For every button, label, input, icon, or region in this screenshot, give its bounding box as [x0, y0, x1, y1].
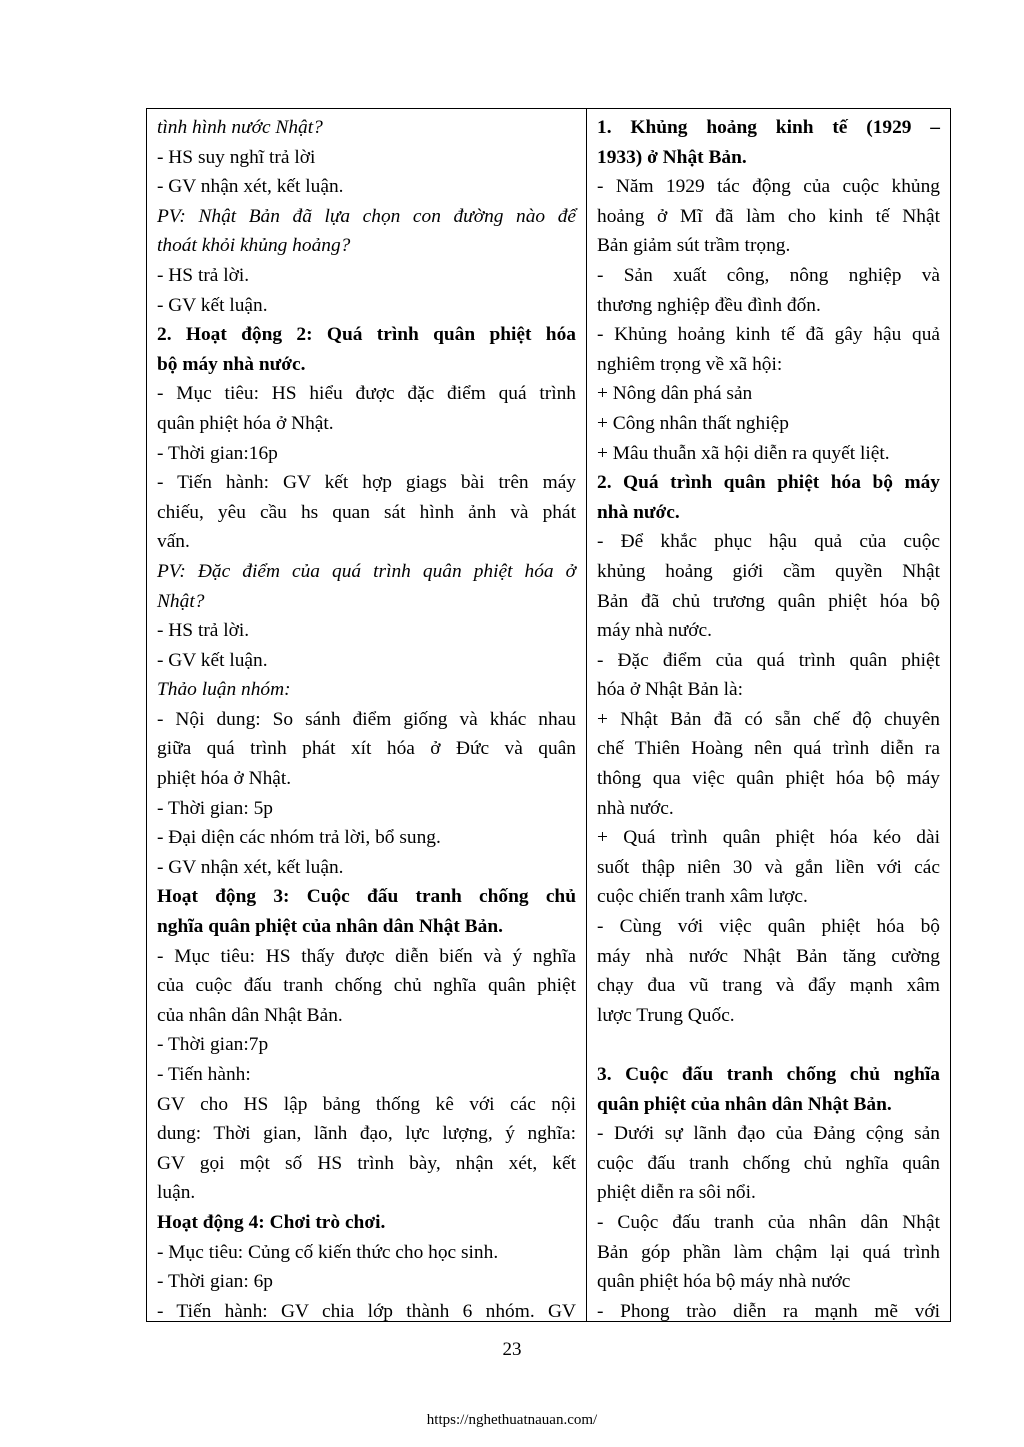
text-line: của cuộc đấu tranh chống chủ nghĩa quân phiệt — [157, 975, 576, 997]
text-line: phiệt diễn ra sôi nổi. — [597, 1182, 756, 1204]
text-line: quân phiệt hóa bộ máy nhà nước — [597, 1271, 851, 1293]
lesson-table — [146, 108, 951, 1322]
text-line: Nhật? — [157, 590, 205, 612]
text-line: quân phiệt của nhân dân Nhật Bản. — [597, 1093, 892, 1115]
text-line: thương nghiệp đều đình đốn. — [597, 294, 821, 316]
text-line: - Mục tiêu: HS thấy được diễn biến và ý nghĩa — [157, 945, 576, 967]
text-line: - Nội dung: So sánh điểm giống và khác nhau — [157, 708, 576, 730]
text-line: Hoạt động 4: Chơi trò chơi. — [157, 1211, 386, 1233]
text-line: - Cùng với việc quân phiệt hóa bộ — [597, 916, 940, 938]
text-line: luận. — [157, 1182, 196, 1204]
text-line: suốt thập niên 30 và gắn liền với các — [597, 856, 940, 878]
text-line: PV: Nhật Bản đã lựa chọn con đường nào để — [157, 205, 576, 227]
page-number: 23 — [502, 1339, 522, 1360]
text-line: - GV kết luận. — [157, 649, 268, 671]
text-line: bộ máy nhà nước. — [157, 353, 306, 375]
text-line: 1933) ở Nhật Bản. — [597, 146, 747, 168]
text-line: tình hình nước Nhật? — [157, 117, 323, 138]
text-line: chế Thiên Hoàng nên quá trình diễn ra — [597, 738, 940, 760]
text-line: máy nhà nước. — [597, 620, 712, 642]
text-line: hóa ở Nhật Bản là: — [597, 679, 743, 701]
text-line: - Dưới sự lãnh đạo của Đảng cộng sản — [597, 1123, 940, 1145]
text-line: quân phiệt hóa ở Nhật. — [157, 412, 334, 434]
text-line: GV gọi một số HS trình bày, nhận xét, kết — [157, 1152, 576, 1174]
text-line: giữa quá trình phát xít hóa ở Đức và quân — [157, 738, 576, 760]
text-line: 2. Quá trình quân phiệt hóa bộ máy — [597, 472, 940, 494]
text-line: - Thời gian:7p — [157, 1034, 269, 1056]
text-line: - Tiến hành: GV chia lớp thành 6 nhóm. GV — [157, 1300, 576, 1321]
content-column — [587, 109, 950, 1321]
text-line: Bản giảm sút trầm trọng. — [597, 235, 791, 257]
text-line — [597, 1030, 940, 1060]
text-line: Thảo luận nhóm: — [157, 679, 291, 701]
text-line: vấn. — [157, 531, 190, 553]
text-line: - Để khắc phục hậu quả của cuộc — [597, 531, 940, 553]
text-line: 3. Cuộc đấu tranh chống chủ nghĩa — [597, 1064, 940, 1085]
text-line: - GV kết luận. — [157, 294, 268, 316]
text-line: chiếu, yêu cầu hs quan sát hình ảnh và phát — [157, 501, 576, 523]
text-line: Bản đã chủ trương quân phiệt hóa bộ — [597, 590, 940, 612]
text-line: + Quá trình quân phiệt hóa kéo dài — [597, 827, 940, 849]
text-line: thông qua việc quân phiệt hóa bộ máy — [597, 768, 940, 790]
text-line: lược Trung Quốc. — [597, 1004, 735, 1026]
text-line: khủng hoảng giới cầm quyền Nhật — [597, 560, 940, 582]
text-line: - GV nhận xét, kết luận. — [157, 856, 344, 878]
text-line: hoảng ở Mĩ đã làm cho kinh tế Nhật — [597, 205, 940, 227]
text-line: dung: Thời gian, lãnh đạo, lực lượng, ý nghĩa: — [157, 1123, 576, 1145]
footer-url: https://nghethuatnauan.com/ — [426, 1412, 598, 1428]
text-line: thoát khỏi khủng hoảng? — [157, 235, 351, 257]
text-line: nhà nước. — [597, 797, 674, 819]
text-line: Hoạt động 3: Cuộc đấu tranh chống chủ — [157, 886, 576, 908]
text-line: - HS trả lời. — [157, 264, 250, 286]
text-line: nghĩa quân phiệt của nhân dân Nhật Bản. — [157, 916, 503, 938]
text-line: cuộc đấu tranh chống chủ nghĩa quân — [597, 1152, 940, 1174]
text-line: + Mâu thuẫn xã hội diễn ra quyết liệt. — [597, 442, 890, 464]
text-line: 2. Hoạt động 2: Quá trình quân phiệt hóa — [157, 324, 576, 346]
text-line: - Mục tiêu: Củng cố kiến thức cho học sinh. — [157, 1241, 499, 1263]
text-line: - GV nhận xét, kết luận. — [157, 176, 344, 198]
teacher-activities-column — [147, 109, 587, 1321]
text-line: của nhân dân Nhật Bản. — [157, 1004, 343, 1026]
text-line: cuộc chiến tranh xâm lược. — [597, 886, 808, 908]
text-line: máy nhà nước Nhật Bản tăng cường — [597, 945, 940, 967]
text-line: - Thời gian: 5p — [157, 797, 273, 819]
text-line: Bản góp phần làm chậm lại quá trình — [597, 1241, 940, 1263]
text-line: nhà nước. — [597, 501, 680, 523]
text-line: - Thời gian:16p — [157, 442, 278, 464]
text-line: - Thời gian: 6p — [157, 1271, 273, 1293]
text-line: - Đại diện các nhóm trả lời, bổ sung. — [157, 827, 441, 849]
text-line: - Phong trào diễn ra mạnh mẽ với — [597, 1300, 940, 1321]
text-line: - Khủng hoảng kinh tế đã gây hậu quả — [597, 324, 940, 346]
text-line: - HS suy nghĩ trả lời — [157, 146, 316, 168]
text-line: - Cuộc đấu tranh của nhân dân Nhật — [597, 1211, 940, 1233]
text-line: nghiêm trọng về xã hội: — [597, 353, 783, 375]
text-line: chạy đua vũ trang và đẩy mạnh xâm — [597, 975, 940, 997]
text-line: - Mục tiêu: HS hiểu được đặc điểm quá trình — [157, 383, 576, 405]
text-line: 1. Khủng hoảng kinh tế (1929 – — [597, 117, 940, 138]
text-line: - Năm 1929 tác động của cuộc khủng — [597, 176, 940, 198]
text-line: + Công nhân thất nghiệp — [597, 412, 789, 434]
text-line: + Nhật Bản đã có sẵn chế độ chuyên — [597, 708, 940, 730]
text-line: PV: Đặc điểm của quá trình quân phiệt hóa ở — [157, 560, 576, 582]
text-line: - HS trả lời. — [157, 620, 250, 642]
text-line: - Tiến hành: — [157, 1064, 251, 1085]
text-line: - Sản xuất công, nông nghiệp và — [597, 264, 940, 286]
text-line: + Nông dân phá sản — [597, 383, 753, 405]
text-line: GV cho HS lập bảng thống kê với các nội — [157, 1093, 576, 1115]
text-line: - Đặc điểm của quá trình quân phiệt — [597, 649, 940, 671]
text-line: phiệt hóa ở Nhật. — [157, 768, 292, 790]
text-line: - Tiến hành: GV kết hợp giags bài trên máy — [157, 472, 576, 494]
